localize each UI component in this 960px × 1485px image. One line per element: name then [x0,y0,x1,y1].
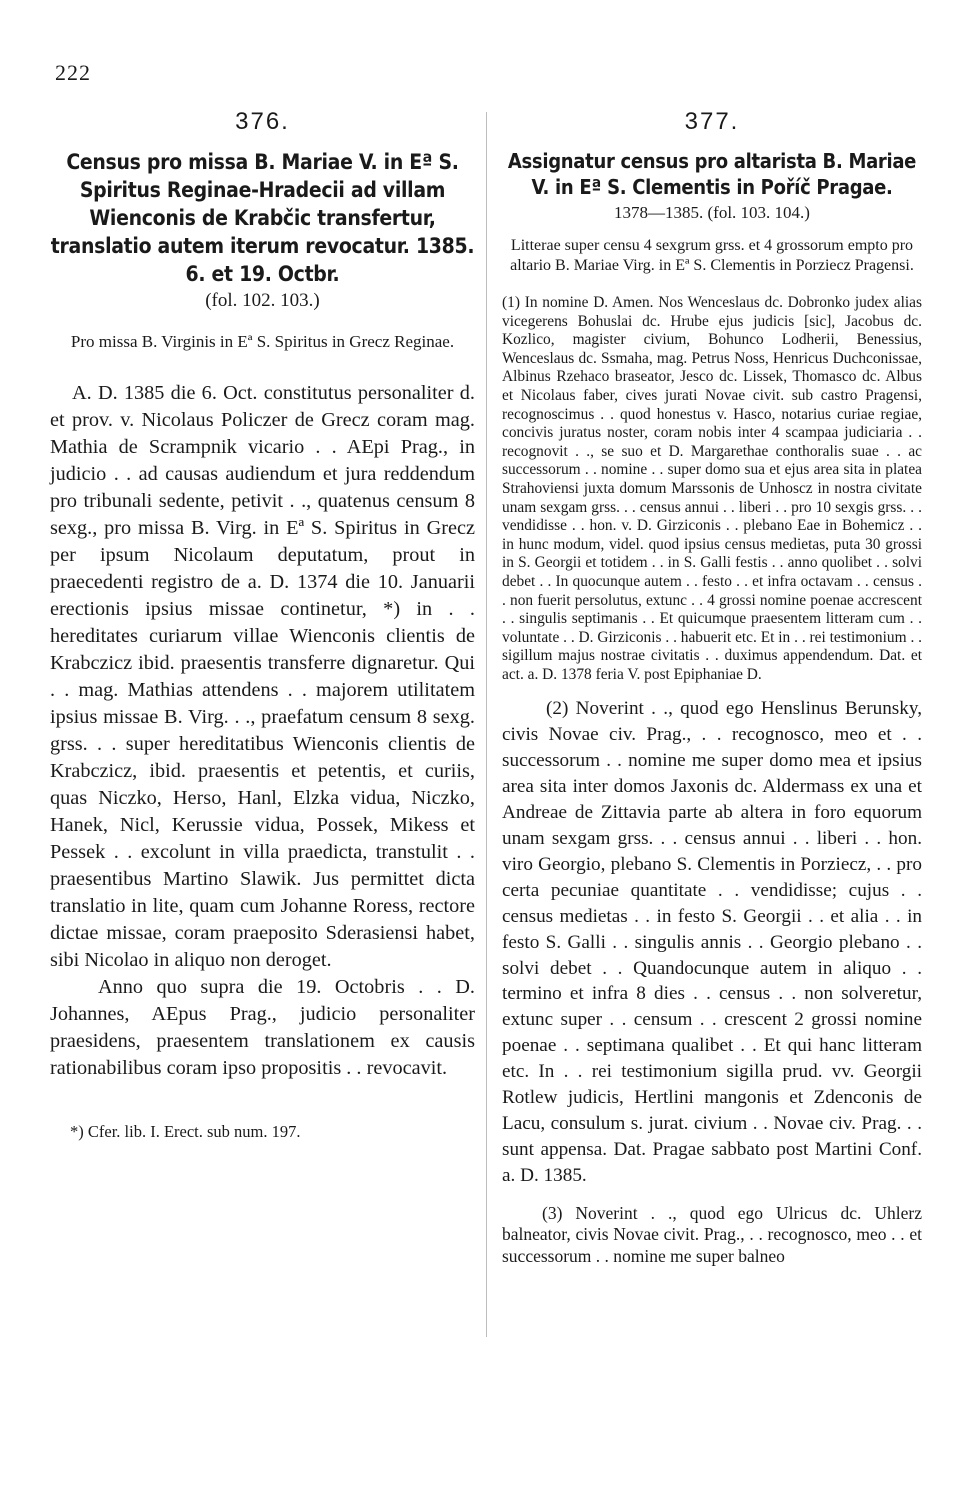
column-divider [486,112,487,1337]
document-heading: Assignatur census pro altarista B. Mariae V. in Eª S. Clementis in Poříč Pragae. [507,149,917,199]
page-number: 222 [55,60,91,85]
rubric: Litterae super censu 4 sexgrum grss. et 4 grossorum empto pro altario B. Mariae Virg. in Eª S. Clementis in Porziecz Pragensi. [510,237,914,274]
body-paragraph: (3) Noverint . ., quod ego Ulricus dc. Uhlerz balneator, civis Novae civit. Prag., . . recognosco, meo . . et successorum . . nomine me super balneo [502,1202,922,1266]
rubric: Pro missa B. Virginis in Eª S. Spiritus in Grecz Reginae. [70,332,455,351]
body-paragraph: (1) In nomine D. Amen. Nos Wenceslaus dc. Dobronko judex alias vicegerens Bohuslai dc. Hrube ejus judicis [sic], Jacobus dc. Kozlico, magister civium, Bohunco Lodherii, Benessius, Wenceslaus dc. Ssmaha, mag. Petrus Noss, Henricus Duchconissae, Albinus Rzehaco braseator, Jesco dc. Lissek, Thomasco dc. Albus et Nicolaus faber, cives jurati Novae civit. sub castro Pragensi, recognoscimus . . quod honestus v. Hasco, notarius curiae regiae, concivis juratus noster, coram nobis inter 4 scampaa judiciaria . . recognovit . ., se suo et D. Margarethae conthoralis suae . . ac successorum . . nomine . . super domo sua et ejus area sita in platea Strahoviensi juxta domum Marssonis de Unhoscz in nostra civitate unam sexgam grss. . . census annui . . liberi . . pro 10 sexgis grss. . . vendidisse . . hon. v. D. Girziconis . . plebano Eae in Bohemicz . . in hunc modum, videl. quod ipsius census medietas, puta 30 grossi in S. Georgii et totidem . . in S. Galli festis . . anno quolibet . . solvi debet . . In quocunque autem . . festo . . et infra octavam . . census . . non fuerit persolutus, extunc . . 4 grossi nomine poenae accrescent . . singulis septimanis . . Et quicumque praesentem litteram cum . . voluntate . . D. Girziconis . . habuerit etc. Et in . . rei testimonium . . sigillum majus nostrae civitatis . . duximus appendendum. Dat. et act. a. D. 1378 feria V. post Epiphaniae D. [502,294,922,683]
body-paragraph: (2) Noverint . ., quod ego Henslinus Berunsky, civis Novae civ. Prag., . . recognosco, meo et . . successorum . . nomine me super domo mea et ipsius area sita inter domos Jaxonis dc. Aldermass ex una et Andreae de Zittavia parte ab altera in foro equorum unam sexgam grss. . . census annui . . liberi . . hon. viro Georgio, plebano S. Clementis in Porziecz, . . pro certa pecuniae quantitate . . vendidisse; cujus . . census medietas . . in festo S. Georgii . . et alia . . in festo S. Galli . . singulis annis . . Georgio plebano . . solvi debet . . Quandocunque autem in aliquo . . termino et infra 8 dies . . census . . non solveretur, extunc super . . censum . . crescent 2 grossi nomine poenae . . septimana qualibet . . Et qui hanc litteram etc. In . . rei testimonium sigilla prud. vv. Georgii Rotlew judicis, Hertlini mangonis et Zdenconis de Lacu, consulum s. jurat. civium . . Novae civ. Prag. . . sunt appensa. Dat. Pragae sabbato post Martini Conf. a. D. 1385. [502,698,922,1186]
document-number: 376. [235,108,290,135]
footnote: *) Cfer. lib. I. Erect. sub num. 197. [70,1122,301,1141]
document-377 [502,108,922,1267]
body-paragraph: A. D. 1385 die 6. Oct. constitutus personaliter d. et prov. v. Nicolaus Policzer de Grecz coram mag. Mathia de Scrampnik vicario . . AEpi Prag., in judicio . . ad causas audiendum et jura reddendum pro tribunali sedente, petivit . ., quatenus censum 8 sexg., pro missa B. Virg. in Eª S. Spiritus in Grecz per ipsum Nicolaum deputatum, prout in praecedenti registro de a. D. 1374 die 10. Januarii erectionis ipsius missae continetur, *) in . . hereditates curiarum villae Wienconis clientis de Krabczicz ibid. praesentis transferre dignaretur. Qui . . mag. Mathias attendens . . majorem utilitatem ipsius missae B. Virg. . ., praefatum censum 8 sexg. grss. . . super hereditatibus Wienconis clientis de Krabczicz, ibid. praesentis et petentis, et curiis, quas Niczko, Herso, Hanl, Elzka vidua, Niczko, Hanek, Nicl, Kerussie vidua, Possek, Mikess et Pessek . . excolunt in villa praedicta, transtulit . . praesentibus Martino Slawik. Jus permittet dicta translatio in lite, quam cum Johanne Roress, rectore dictae missae, coram praeposito Sderasiensi habet, sibi Nicolao in aliquo non deroget. [50,382,475,971]
folio-reference: 1378—1385. (fol. 103. 104.) [614,203,810,222]
document-number: 377. [684,108,740,135]
document-376 [50,108,475,1142]
folio-reference: (fol. 102. 103.) [205,290,320,311]
body-paragraph: Anno quo supra die 19. Octobris . . D. Johannes, AEpus Prag., judicio personaliter praesidens, praesentem translationem ex causis rationabilibus coram ipso propositis . . revocavit. [50,976,475,1079]
document-heading: Census pro missa B. Mariae V. in Eª S. Spiritus Reginae-Hradecii ad villam Wienconis de Krabčic transfertur, translatio autem iterum revocatur. 1385. 6. et 19. Octbr. [50,150,475,286]
